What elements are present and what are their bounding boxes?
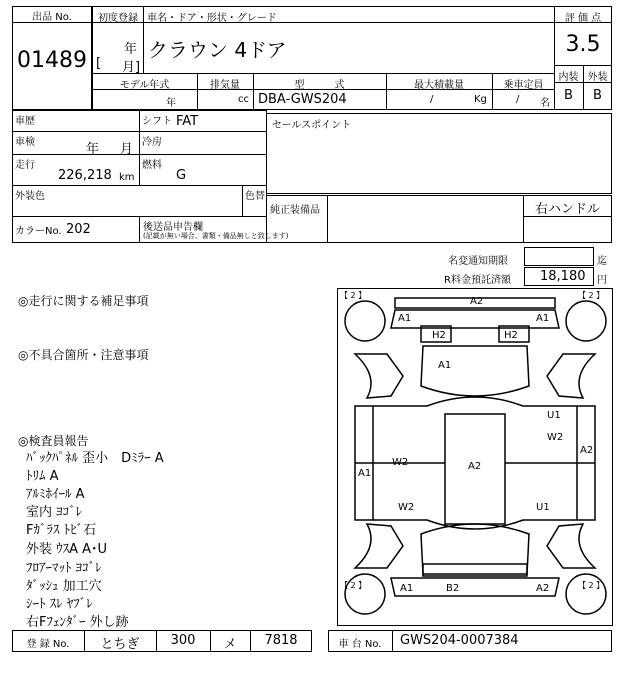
front-bumper [391, 578, 559, 596]
inspector-note-item: ｱﾙﾐﾎｲｰﾙ A [26, 487, 85, 502]
displacement-label: 排気量 [210, 80, 240, 91]
mark-left-side: A1 [358, 468, 372, 479]
mark-light-right: H2 [504, 330, 518, 341]
front-wheel-left [355, 524, 403, 568]
mark-front-left: A1 [400, 583, 414, 594]
rear-bumper-lower [391, 310, 559, 328]
diagram-corner-tr: 【 2 】 [578, 291, 605, 300]
max-load-slash: / [430, 94, 434, 105]
capacity-label: 乗車定員 [503, 80, 544, 91]
lot-label: 出品 No. [32, 12, 72, 23]
inspection-year: 年 [86, 142, 100, 157]
transfer-unit: 迄 [597, 256, 607, 267]
diagram-corner-br: 【 2 】 [578, 581, 605, 590]
fuel-label: 燃料 [142, 160, 162, 171]
wheel-top-right [566, 301, 606, 341]
chassis-label: 車 台 No. [338, 639, 382, 650]
inspection-label: 車検 [15, 137, 35, 148]
registration-class: 300 [170, 633, 196, 648]
transfer-label: 名変通知期限 [448, 256, 508, 267]
mark-left-rear-door: W2 [392, 457, 409, 468]
diagram-corner-tl: 【 2 】 [340, 291, 367, 300]
registration-number: 7818 [264, 633, 298, 648]
genuine-equipment-label: 純正装備品 [270, 205, 320, 216]
displacement-unit: cc [238, 94, 249, 105]
capacity-slash: / [516, 94, 520, 105]
registration-label: 登 録 No. [26, 639, 70, 650]
inspector-note-item: ﾌﾛｱｰﾏｯﾄ ﾖｺﾞﾚ [26, 561, 102, 576]
diagram-corner-bl: 【 2 】 [340, 581, 367, 590]
grade-score: 3.5 [565, 32, 601, 57]
inspector-note-item: 外装 ｳｽA A･U [26, 542, 108, 557]
model-year-unit: 年 [166, 98, 176, 109]
max-load-label: 最大積載量 [414, 80, 464, 91]
recycle-value: 18,180 [540, 269, 586, 284]
first-registration-label: 初度登録 [98, 13, 138, 24]
rear-wheel-left [355, 354, 403, 398]
inspector-note-item: 右Fﾌｪﾝﾀﾞｰ 外し跡 [26, 615, 129, 630]
model-label: 型 式 [294, 80, 345, 91]
wheel-top-left [345, 301, 385, 341]
first-registration-month-open: [ [96, 56, 102, 71]
grade-label: 評 価 点 [564, 13, 602, 24]
exterior-color-box [12, 185, 267, 217]
handle-value: 右ハンドル [534, 202, 600, 217]
registration-kana: メ [223, 637, 237, 652]
car-name-label: 車名・ドア・形状・グレード [147, 13, 277, 24]
mark-roof: A2 [468, 461, 482, 472]
inspector-note-item: Fｶﾞﾗｽ ﾄﾋﾞ石 [26, 523, 97, 538]
color-change-label: 色替 [245, 191, 265, 202]
mileage-value: 226,218 [58, 168, 112, 183]
chassis-value: GWS204-0007384 [400, 633, 519, 648]
fuel-value: G [176, 168, 187, 183]
interior-label: 内装 [558, 72, 579, 83]
mileage-unit: km [119, 172, 135, 183]
shift-value: FAT [176, 114, 199, 129]
model-value: DBA-GWS204 [258, 92, 347, 107]
lot-number: 01489 [17, 48, 87, 73]
defects-heading: ◎不具合箇所・注意事項 [18, 348, 149, 362]
inspector-note-item: ﾄﾘﾑ A [26, 469, 59, 484]
mark-right-front-door: U1 [547, 410, 561, 421]
history-label: 車歴 [15, 116, 35, 127]
mark-front-bumper: B2 [446, 583, 460, 594]
transfer-value-box [524, 247, 594, 266]
mark-trunk: A1 [438, 360, 452, 371]
exterior-grade: B [593, 88, 602, 103]
registration-area: とちぎ [100, 637, 140, 652]
interior-grade: B [564, 88, 573, 103]
exterior-color-label: 外装色 [15, 191, 45, 202]
mark-rear-top: A2 [470, 296, 484, 307]
recycle-unit: 円 [597, 275, 607, 286]
mark-rear-right: A1 [536, 313, 550, 324]
first-registration-month-unit: 月] [122, 60, 141, 75]
trunk [421, 346, 529, 396]
mark-front-right: A2 [536, 583, 550, 594]
recycle-label: R料金預託済額 [444, 275, 511, 286]
max-load-unit: Kg [474, 94, 487, 105]
mark-right-side: A2 [580, 445, 594, 456]
exterior-label: 外装 [587, 72, 608, 83]
color-no-label: カラーNo. [15, 226, 62, 237]
rear-wheel-right [547, 354, 595, 398]
driving-notes-heading: ◎走行に関する補足事項 [18, 294, 149, 308]
mark-left-front-door: W2 [398, 502, 415, 513]
inspector-report-heading: ◎検査員報告 [18, 434, 89, 448]
post-report-note: (記載が無い場合、書類・備品無しと致します) [143, 232, 289, 240]
car-name: クラウン 4ドア [148, 38, 287, 62]
mark-rear-left: A1 [398, 313, 412, 324]
mark-light-left: H2 [432, 330, 446, 341]
mileage-label: 走行 [15, 160, 35, 171]
mark-right-rear-door: W2 [547, 432, 564, 443]
first-registration-year-unit: 年 [124, 42, 138, 57]
hood [421, 524, 529, 574]
color-no-value: 202 [66, 222, 91, 237]
inspector-note-item: ﾀﾞｯｼｭ 加工穴 [26, 579, 102, 594]
car-diagram-drawing [337, 288, 613, 626]
inspection-month: 月 [120, 142, 134, 157]
front-wheel-right [547, 524, 595, 568]
model-year-label: モデル年式 [119, 80, 170, 91]
mark-right-fender: U1 [536, 502, 550, 513]
sales-points-label: セールスポイント [272, 120, 352, 131]
shift-label: シフト [142, 116, 172, 127]
inspector-note-item: ｼｰﾄ ｽﾚ ﾔﾌﾞﾚ [26, 597, 93, 612]
inspector-note-item: ﾊﾞｯｸﾊﾟﾈﾙ 歪小 Dﾐﾗｰ A [26, 451, 164, 466]
capacity-unit: 名 [540, 98, 550, 109]
ac-label: 冷房 [142, 137, 162, 148]
inspector-note-item: 室内 ﾖｺﾞﾚ [26, 505, 83, 520]
post-report-label: 後送品申告欄 [143, 222, 203, 233]
